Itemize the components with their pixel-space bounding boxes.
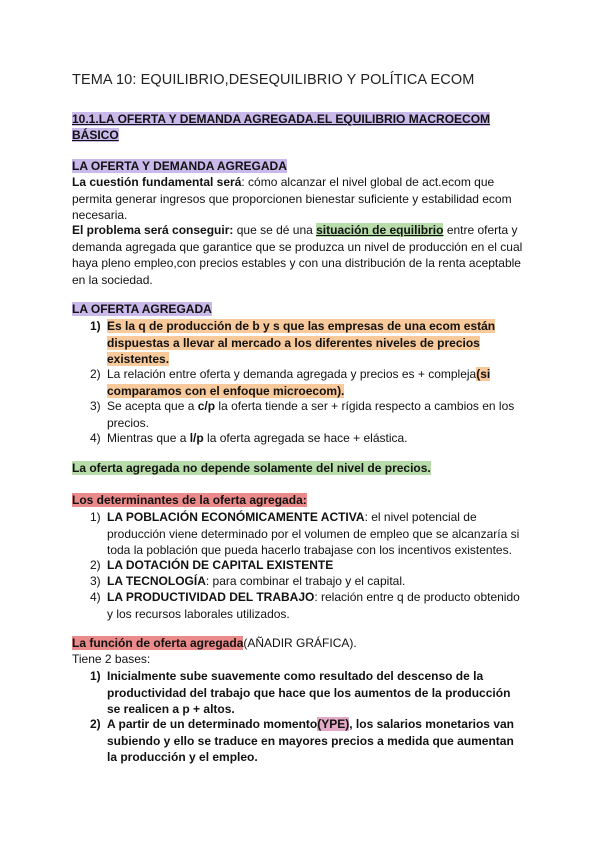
section-heading-text-2: BÁSICO [72,128,119,142]
highlight-ype: (YPE) [317,717,350,731]
list-item: 1) Es la q de producción de b y s que las empresas de una ecom están dispuestas a llevar al mercado a los diferentes niveles de precios existentes. [90,319,496,366]
list-item: 3) LA TECNOLOGÍA: para combinar el trabajo y el capital. [90,574,406,588]
subheading-funcion: La función de oferta agregada(AÑADIR GRÁFICA). [72,636,357,650]
document-title: TEMA 10: EQUILIBRIO,DESEQUILIBRIO Y POLÍTICA ECOM [72,72,475,88]
list-item: 1) LA POBLACIÓN ECONÓMICAMENTE ACTIVA: el nivel potencial de producción viene determinado por el volumen de empleo que se alcanzaría si toda la población que pueda hacerlo trabajase con los incentivos existentes. [90,510,520,557]
subheading-oferta-agregada: LA OFERTA AGREGADA [72,302,212,316]
list-item: 1) Inicialmente sube suavemente como resultado del descenso de la productividad del trabajo que hace que los aumentos de la producción se realicen a p + altos. [90,669,511,716]
list-item: 2) A partir de un determinado momento(YPE), los salarios monetarios van subiendo y ello se traduce en mayores precios a medida que aumentan la producción y el empleo. [90,717,514,764]
section-heading-line2 [72,128,119,142]
section-heading-line1 [72,112,490,126]
list-item: 4) LA PRODUCTIVIDAD DEL TRABAJO: relación entre q de producto obtenido y los recursos laborales utilizados. [90,590,520,621]
note-oferta: La oferta agregada no depende solamente del nivel de precios. [72,461,431,475]
list-item: 2) LA DOTACIÓN DE CAPITAL EXISTENTE [90,558,334,572]
list-item: 2) La relación entre oferta y demanda agregada y precios es + compleja(si comparamos con el enfoque microecom). [90,367,491,398]
section-heading-text: 10.1.LA OFERTA Y DEMANDA AGREGADA.EL EQUILIBRIO MACROECOM [72,112,491,126]
paragraph-cuestion: La cuestión fundamental será: cómo alcanzar el nivel global de act.ecom que permita generar ingresos que proporcionen bienestar suficiente y estabilidad ecom necesaria. [72,175,512,222]
paragraph-problema: El problema será conseguir: que se dé una situación de equilibrio entre oferta y demanda agregada que garantice que se produzca un nivel de producción en el cual haya pleno empleo,con precios estables y con una distribución de la renta aceptable en la sociedad. [72,223,523,287]
list-item: 3) Se acepta que a c/p la oferta tiende a ser + rígida respecto a cambios en los precios. [90,399,515,430]
subheading-oferta-demanda: LA OFERTA Y DEMANDA AGREGADA [72,159,287,173]
text-bases: Tiene 2 bases: [72,652,151,666]
list-item: 4) Mientras que a l/p la oferta agregada se hace + elástica. [90,431,408,445]
highlight-equilibrio: situación de equilibrio [316,223,444,237]
subheading-determinantes: Los determinantes de la oferta agregada: [72,493,307,507]
